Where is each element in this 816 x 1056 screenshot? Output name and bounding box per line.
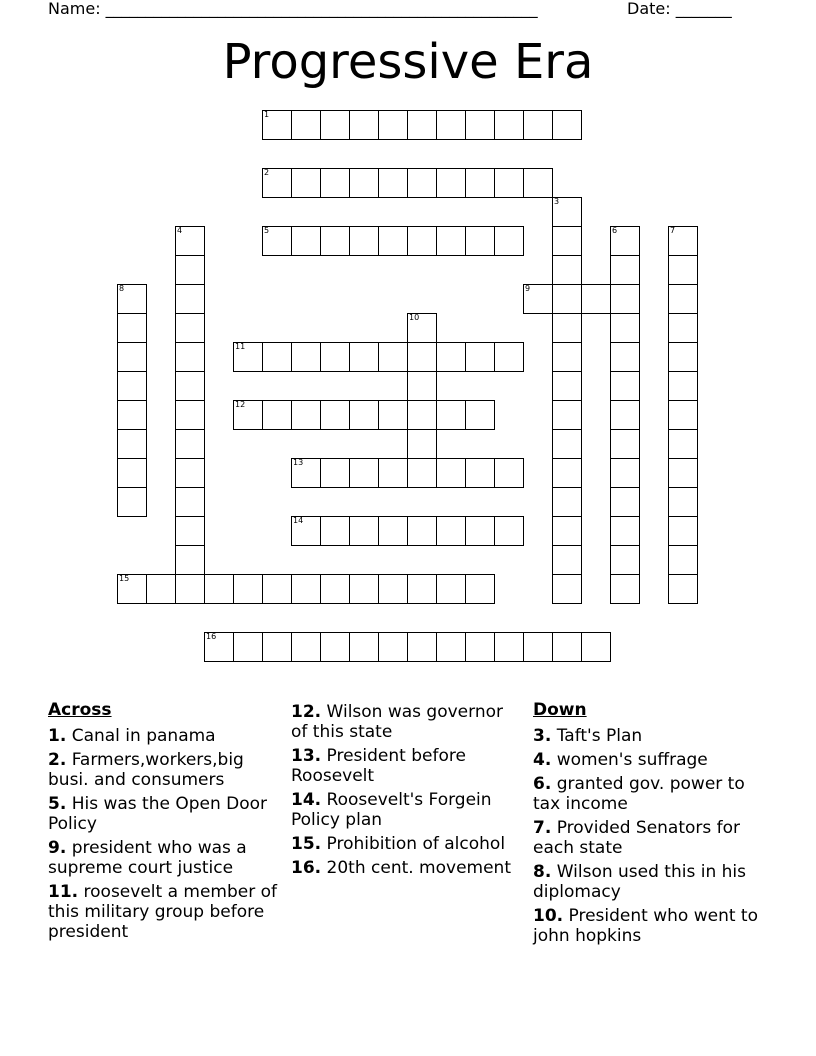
clue-item-number: 10.: [533, 906, 564, 926]
grid-cell[interactable]: [668, 458, 698, 488]
clue-item-number: 4.: [533, 750, 552, 770]
grid-cell[interactable]: [320, 168, 350, 198]
grid-cell[interactable]: [233, 342, 263, 372]
clue-number: 8: [119, 284, 125, 293]
grid-cell[interactable]: [175, 429, 205, 459]
grid-cell[interactable]: [552, 284, 582, 314]
grid-cell[interactable]: [552, 429, 582, 459]
grid-cell[interactable]: [668, 400, 698, 430]
grid-cell[interactable]: [407, 313, 437, 343]
grid-cell[interactable]: [146, 574, 176, 604]
grid-cell[interactable]: [233, 400, 263, 430]
grid-cell[interactable]: [291, 516, 321, 546]
clue-item: [533, 906, 763, 946]
clue-number: 15: [119, 574, 130, 583]
grid-cell[interactable]: [378, 400, 408, 430]
clue-item-number: 1.: [48, 726, 67, 746]
clue-number: 5: [264, 226, 270, 235]
clue-item-text: Wilson used this in his diplomacy: [533, 862, 746, 902]
grid-cell[interactable]: [407, 458, 437, 488]
grid-cell[interactable]: [175, 574, 205, 604]
clue-item-text: Provided Senators for each state: [533, 818, 741, 858]
grid-cell[interactable]: [320, 574, 350, 604]
clue-item: [48, 750, 278, 790]
grid-cell[interactable]: [349, 458, 379, 488]
grid-cell[interactable]: [668, 516, 698, 546]
clue-item: [291, 790, 521, 830]
grid-cell[interactable]: [175, 400, 205, 430]
grid-cell[interactable]: [175, 255, 205, 285]
grid-cell[interactable]: [610, 574, 640, 604]
grid-cell[interactable]: [610, 313, 640, 343]
grid-cell[interactable]: [407, 632, 437, 662]
grid-cell[interactable]: [552, 400, 582, 430]
grid-cell[interactable]: [378, 458, 408, 488]
grid-cell[interactable]: [175, 487, 205, 517]
clue-item: [533, 862, 763, 902]
grid-cell[interactable]: [465, 458, 495, 488]
grid-cell[interactable]: [204, 632, 234, 662]
clue-item-text: Roosevelt's Forgein Policy plan: [291, 790, 492, 830]
grid-cell[interactable]: [610, 255, 640, 285]
clue-item-text: Taft's Plan: [556, 726, 643, 746]
clue-item: [533, 726, 763, 746]
grid-cell[interactable]: [610, 458, 640, 488]
grid-cell[interactable]: [407, 168, 437, 198]
grid-cell[interactable]: [436, 168, 466, 198]
grid-cell[interactable]: [610, 400, 640, 430]
grid-cell[interactable]: [494, 458, 524, 488]
grid-cell[interactable]: [407, 342, 437, 372]
grid-cell[interactable]: [175, 458, 205, 488]
clue-number: 4: [177, 226, 183, 235]
grid-cell[interactable]: [436, 342, 466, 372]
clue-number: 11: [235, 342, 246, 351]
grid-cell[interactable]: [291, 110, 321, 140]
grid-cell[interactable]: [407, 574, 437, 604]
grid-cell[interactable]: [349, 226, 379, 256]
clue-number: 6: [612, 226, 618, 235]
grid-cell[interactable]: [494, 632, 524, 662]
grid-cell[interactable]: [291, 574, 321, 604]
clue-item: [291, 746, 521, 786]
grid-cell[interactable]: [552, 255, 582, 285]
grid-cell[interactable]: [552, 197, 582, 227]
grid-cell[interactable]: [117, 458, 147, 488]
grid-cell[interactable]: [320, 226, 350, 256]
clue-item-number: 6.: [533, 774, 552, 794]
grid-cell[interactable]: [349, 632, 379, 662]
clue-item: [291, 702, 521, 742]
clue-item-number: 11.: [48, 882, 79, 902]
clue-item-number: 2.: [48, 750, 67, 770]
across-clues-column-2: [291, 702, 521, 882]
clue-item-text: Canal in panama: [71, 726, 216, 746]
grid-cell[interactable]: [175, 284, 205, 314]
clue-item-number: 9.: [48, 838, 67, 858]
grid-cell[interactable]: [668, 487, 698, 517]
clue-item-text: 20th cent. movement: [326, 858, 511, 878]
grid-cell[interactable]: [523, 110, 553, 140]
grid-cell[interactable]: [581, 284, 611, 314]
grid-cell[interactable]: [204, 574, 234, 604]
clue-number: 9: [525, 284, 531, 293]
clue-number: 16: [206, 632, 217, 641]
clue-number: 13: [293, 458, 304, 467]
grid-cell[interactable]: [552, 110, 582, 140]
grid-cell[interactable]: [610, 371, 640, 401]
grid-cell[interactable]: [610, 545, 640, 575]
clue-item-number: 15.: [291, 834, 322, 854]
grid-cell[interactable]: [378, 632, 408, 662]
grid-cell[interactable]: [175, 545, 205, 575]
grid-cell[interactable]: [465, 342, 495, 372]
clue-item: [533, 774, 763, 814]
grid-cell[interactable]: [465, 516, 495, 546]
clue-item-text: women's suffrage: [556, 750, 708, 770]
grid-cell[interactable]: [117, 487, 147, 517]
grid-cell[interactable]: [668, 226, 698, 256]
grid-cell[interactable]: [378, 516, 408, 546]
grid-cell[interactable]: [262, 400, 292, 430]
grid-cell[interactable]: [349, 342, 379, 372]
grid-cell[interactable]: [465, 400, 495, 430]
clue-item: [291, 834, 521, 854]
grid-cell[interactable]: [610, 487, 640, 517]
grid-cell[interactable]: [291, 400, 321, 430]
grid-cell[interactable]: [349, 574, 379, 604]
grid-cell[interactable]: [291, 632, 321, 662]
grid-cell[interactable]: [320, 400, 350, 430]
grid-cell[interactable]: [378, 342, 408, 372]
grid-cell[interactable]: [262, 632, 292, 662]
clue-item-text: President before Roosevelt: [291, 746, 466, 786]
grid-cell[interactable]: [668, 429, 698, 459]
down-heading: Down: [533, 700, 587, 720]
grid-cell[interactable]: [465, 110, 495, 140]
clue-number: 12: [235, 400, 246, 409]
grid-cell[interactable]: [407, 516, 437, 546]
grid-cell[interactable]: [436, 458, 466, 488]
down-clues-column: [533, 700, 763, 950]
clue-item-text: Wilson was governor of this state: [291, 702, 503, 742]
grid-cell[interactable]: [610, 226, 640, 256]
grid-cell[interactable]: [436, 516, 466, 546]
grid-cell[interactable]: [436, 226, 466, 256]
grid-cell[interactable]: [291, 226, 321, 256]
grid-cell[interactable]: [552, 632, 582, 662]
clue-item-text: His was the Open Door Policy: [48, 794, 268, 834]
grid-cell[interactable]: [436, 400, 466, 430]
clue-number: 14: [293, 516, 304, 525]
date-field: Date: _______: [627, 0, 732, 18]
grid-cell[interactable]: [552, 226, 582, 256]
grid-cell[interactable]: [175, 371, 205, 401]
grid-cell[interactable]: [610, 342, 640, 372]
grid-cell[interactable]: [378, 226, 408, 256]
grid-cell[interactable]: [552, 574, 582, 604]
grid-cell[interactable]: [378, 168, 408, 198]
grid-cell[interactable]: [668, 313, 698, 343]
grid-cell[interactable]: [523, 168, 553, 198]
clue-item-text: Farmers,workers,big busi. and consumers: [48, 750, 244, 790]
grid-cell[interactable]: [117, 371, 147, 401]
grid-cell[interactable]: [494, 342, 524, 372]
grid-cell[interactable]: [668, 284, 698, 314]
clue-item-number: 16.: [291, 858, 322, 878]
clue-number: 10: [409, 313, 420, 322]
grid-cell[interactable]: [349, 400, 379, 430]
grid-cell[interactable]: [175, 313, 205, 343]
grid-cell[interactable]: [552, 458, 582, 488]
grid-cell[interactable]: [494, 226, 524, 256]
page-title: Progressive Era: [222, 34, 594, 90]
grid-cell[interactable]: [262, 168, 292, 198]
grid-cell[interactable]: [175, 516, 205, 546]
grid-cell[interactable]: [349, 168, 379, 198]
clue-item-number: 7.: [533, 818, 552, 838]
grid-cell[interactable]: [552, 545, 582, 575]
grid-cell[interactable]: [523, 632, 553, 662]
grid-cell[interactable]: [494, 110, 524, 140]
grid-cell[interactable]: [349, 110, 379, 140]
clue-item-text: President who went to john hopkins: [533, 906, 758, 946]
clue-item-text: president who was a supreme court justice: [48, 838, 247, 878]
clue-item-number: 14.: [291, 790, 322, 810]
grid-cell[interactable]: [436, 110, 466, 140]
grid-cell[interactable]: [407, 226, 437, 256]
name-field: Name: ______________________________________________________: [48, 0, 538, 18]
grid-cell[interactable]: [465, 226, 495, 256]
grid-cell[interactable]: [581, 632, 611, 662]
grid-cell[interactable]: [320, 516, 350, 546]
clue-number: 2: [264, 168, 270, 177]
grid-cell[interactable]: [117, 342, 147, 372]
grid-cell[interactable]: [668, 371, 698, 401]
clue-item-text: granted gov. power to tax income: [533, 774, 745, 814]
grid-cell[interactable]: [291, 168, 321, 198]
grid-cell[interactable]: [668, 342, 698, 372]
clue-item: [533, 818, 763, 858]
grid-cell[interactable]: [175, 342, 205, 372]
grid-cell[interactable]: [117, 284, 147, 314]
grid-cell[interactable]: [320, 458, 350, 488]
clue-item: [533, 750, 763, 770]
grid-cell[interactable]: [262, 574, 292, 604]
clue-item-number: 5.: [48, 794, 67, 814]
grid-cell[interactable]: [552, 516, 582, 546]
grid-cell[interactable]: [233, 632, 263, 662]
across-heading: Across: [48, 700, 112, 720]
grid-cell[interactable]: [610, 516, 640, 546]
grid-cell[interactable]: [668, 545, 698, 575]
clue-item-text: roosevelt a member of this military group before president: [48, 882, 278, 942]
clue-item-number: 13.: [291, 746, 322, 766]
grid-cell[interactable]: [610, 284, 640, 314]
clue-item: [48, 794, 278, 834]
grid-cell[interactable]: [407, 371, 437, 401]
grid-cell[interactable]: [552, 487, 582, 517]
grid-cell[interactable]: [465, 632, 495, 662]
grid-cell[interactable]: [552, 313, 582, 343]
clue-item: [291, 858, 521, 878]
clue-item: [48, 882, 278, 942]
grid-cell[interactable]: [523, 284, 553, 314]
clue-item: [48, 726, 278, 746]
grid-cell[interactable]: [668, 255, 698, 285]
clue-item-number: 8.: [533, 862, 552, 882]
grid-cell[interactable]: [494, 516, 524, 546]
grid-cell[interactable]: [233, 574, 263, 604]
grid-cell[interactable]: [117, 313, 147, 343]
grid-cell[interactable]: [494, 168, 524, 198]
grid-cell[interactable]: [552, 371, 582, 401]
grid-cell[interactable]: [175, 226, 205, 256]
grid-cell[interactable]: [262, 226, 292, 256]
grid-cell[interactable]: [610, 429, 640, 459]
grid-cell[interactable]: [117, 400, 147, 430]
grid-cell[interactable]: [465, 574, 495, 604]
grid-cell[interactable]: [668, 574, 698, 604]
grid-cell[interactable]: [407, 429, 437, 459]
grid-cell[interactable]: [320, 632, 350, 662]
clue-number: 1: [264, 110, 270, 119]
grid-cell[interactable]: [117, 574, 147, 604]
grid-cell[interactable]: [349, 516, 379, 546]
grid-cell[interactable]: [407, 400, 437, 430]
grid-cell[interactable]: [407, 110, 437, 140]
across-clues-column-1: [48, 700, 278, 946]
grid-cell[interactable]: [291, 458, 321, 488]
grid-cell[interactable]: [320, 110, 350, 140]
grid-cell[interactable]: [552, 342, 582, 372]
clue-item-number: 12.: [291, 702, 322, 722]
grid-cell[interactable]: [262, 342, 292, 372]
grid-cell[interactable]: [436, 632, 466, 662]
grid-cell[interactable]: [320, 342, 350, 372]
grid-cell[interactable]: [262, 110, 292, 140]
clue-number: 3: [554, 197, 560, 206]
grid-cell[interactable]: [378, 110, 408, 140]
grid-cell[interactable]: [465, 168, 495, 198]
clue-item: [48, 838, 278, 878]
clue-item-number: 3.: [533, 726, 552, 746]
grid-cell[interactable]: [117, 429, 147, 459]
clue-number: 7: [670, 226, 676, 235]
grid-cell[interactable]: [291, 342, 321, 372]
grid-cell[interactable]: [436, 574, 466, 604]
clue-item-text: Prohibition of alcohol: [326, 834, 506, 854]
grid-cell[interactable]: [378, 574, 408, 604]
